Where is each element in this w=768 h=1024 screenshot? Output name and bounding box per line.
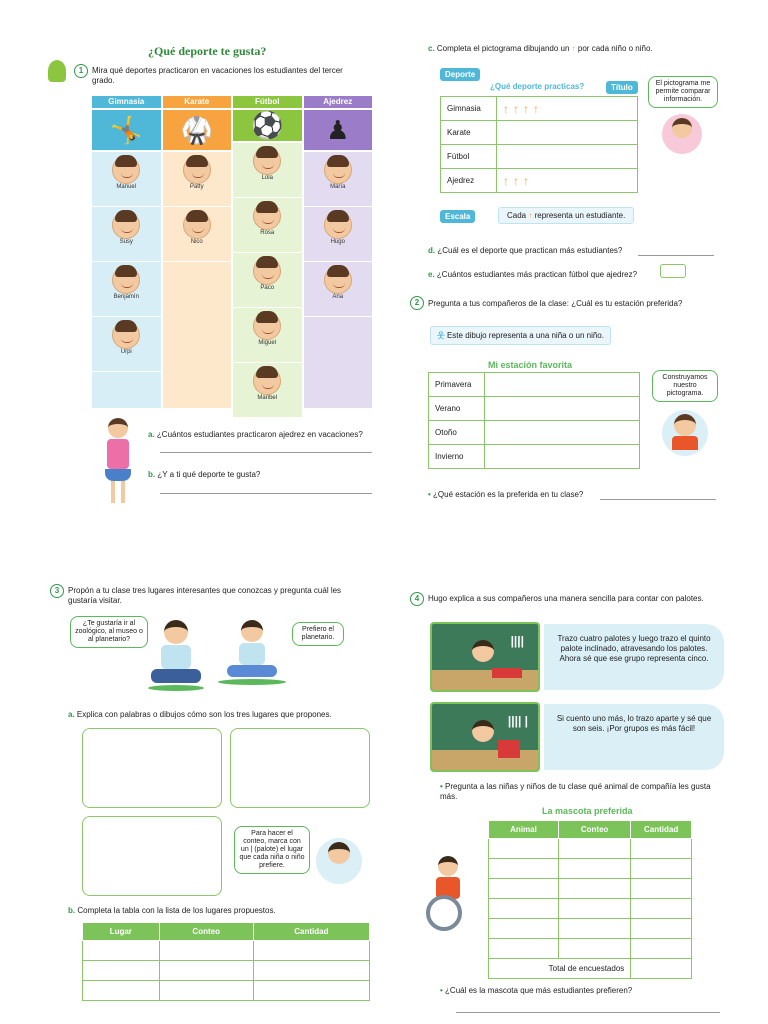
drawing-box-2[interactable] [230,728,370,808]
question-a: a. Explica con palabras o dibujos cómo son los tres lugares que propones. [68,710,332,719]
total-row [489,959,692,979]
student-name: Susy [119,239,133,245]
student-avatar [324,266,352,294]
sport-header: Fútbol [233,96,302,108]
table-cell[interactable] [559,859,631,879]
speech-bubble-tip: Para hacer el conteo, marca con un | (palote) el lugar que cada niña o niño prefiere. [234,826,310,874]
question-b: b. Completa la tabla con la lista de los lugares propuestos. [68,906,276,915]
sport-header: Gimnasia [92,96,161,108]
table-row [489,899,692,919]
student-cell [233,257,302,308]
answer-line-d[interactable] [638,255,714,256]
season-label: Primavera [429,373,485,397]
table-cell[interactable] [489,839,559,859]
sport-header: Karate [163,96,232,108]
page-pictogram [400,38,730,508]
table-cell[interactable] [631,939,692,959]
student-name: Miguel [258,340,277,346]
arrow-icon: ↑ [513,101,519,116]
student-cell [92,156,161,207]
sport-column [233,96,302,408]
question-4: Hugo explica a sus compañeros una manera sencilla para contar con palotes. [428,594,704,603]
question-number: 3 [50,584,64,598]
student-avatar [253,147,281,175]
table-row [489,919,692,939]
student-name: Maribel [257,395,278,401]
table-row [489,859,692,879]
table-header-row [489,821,692,839]
table-cell[interactable] [631,839,692,859]
student-icon [48,60,66,82]
tag-titulo: Título [606,81,638,94]
table-cell[interactable] [631,919,692,939]
arrow-icon: ↑ [523,101,529,116]
season-cell[interactable] [485,421,640,445]
student-avatar [324,156,352,184]
hugo-text-1: Trazo cuatro palotes y luego trazo el quinto palote inclinado, atravesando los palotes. Ahora sé que ese grupo representa cinco. [544,624,724,690]
student-name: Patty [189,184,204,190]
student-cell [304,211,373,262]
table-cell[interactable] [83,941,160,961]
sports-table [92,96,372,408]
pictogram-row [441,145,638,169]
student-avatar [253,257,281,285]
student-avatar [253,202,281,230]
table-row [489,939,692,959]
answer-box-e[interactable] [660,264,686,278]
season-cell[interactable] [485,445,640,469]
drawing-box-3[interactable] [82,816,222,896]
table-cell[interactable] [489,859,559,879]
question-3: Propón a tu clase tres lugares interesantes que conozcas y pregunta cuál les gustaría visitar. [68,586,342,605]
table-header: Cantidad [253,923,369,941]
student-cell [233,202,302,253]
table-cell[interactable] [253,961,369,981]
page-sports [40,38,380,508]
table-cell[interactable] [559,939,631,959]
student-cell [92,321,161,372]
escala-box: Cada ↑ representa un estudiante. [498,207,634,224]
girl-illustration [662,114,702,154]
table-cell[interactable] [559,919,631,939]
student-avatar [253,367,281,395]
drawing-box-1[interactable] [82,728,222,808]
table-cell[interactable] [253,941,369,961]
sport-kids-area [233,143,302,418]
table-cell[interactable] [83,961,160,981]
answer-line-last[interactable] [456,1012,720,1013]
question-a: a. ¿Cuántos estudiantes practicaron ajedrez en vacaciones? [148,430,363,439]
speech-bubble-boy: ¿Te gustaría ir al zoológico, al museo o al planetario? [70,616,148,648]
sport-column [304,96,373,408]
student-name: Manuel [116,184,137,190]
table-cell[interactable] [83,981,160,1001]
question-c: c. Completa el pictograma dibujando un ↑ por cada niño o niño. [428,44,653,53]
season-cell[interactable] [485,373,640,397]
pictogram-cell[interactable] [497,169,638,193]
arrow-icon: ↑ [513,173,519,188]
table-cell[interactable] [559,899,631,919]
question-number: 1 [74,64,88,78]
wheelchair-boy-illustration [420,856,476,936]
boy-illustration [148,620,204,696]
station-title: Mi estación favorita [488,360,573,370]
question-e: e. ¿Cuántos estudiantes más practican fútbol que ajedrez? [428,270,638,279]
pictogram-cell[interactable] [497,121,638,145]
table-row [83,941,370,961]
sport-icon: 🥋 [163,110,232,150]
question-last: • ¿Cuál es la mascota que más estudiantes prefieren? [440,986,633,995]
student-name: Hugo [330,239,345,245]
tag-escala: Escala [440,210,475,223]
page-places [40,576,380,1024]
table-cell[interactable] [159,981,253,1001]
table-cell[interactable] [159,941,253,961]
answer-line-a[interactable] [160,452,372,453]
student-name: María [330,184,346,190]
table-cell[interactable] [489,879,559,899]
sport-icon: ⚽ [233,110,302,141]
girl-illustration [316,838,362,884]
total-label: Total de encuestados [489,959,631,979]
student-name: Benjamín [113,294,139,300]
table-cell[interactable] [253,981,369,1001]
student-name: Rosa [260,230,275,236]
season-label: Otoño [429,421,485,445]
student-name: Ana [332,294,344,300]
answer-line-last[interactable] [600,499,716,500]
question-2: Pregunta a tus compañeros de la clase: ¿Cuál es tu estación preferida? [428,299,683,308]
sport-column [163,96,232,408]
arrow-icon: ↑ [503,101,509,116]
pictogram-row [441,121,638,145]
sport-header: Ajedrez [304,96,373,108]
table-cell[interactable] [489,919,559,939]
student-name: Urpi [120,349,132,355]
pictogram-table [440,96,638,193]
arrow-icon: ↑ [523,173,529,188]
pet-table [488,820,692,979]
student-cell [233,147,302,198]
page-title: ¿Qué deporte te gusta? [148,44,267,58]
arrow-icon: ↑ [533,101,539,116]
question-b: b. ¿Y a ti qué deporte te gusta? [148,470,261,479]
answer-line-b[interactable] [160,493,372,494]
table-cell[interactable] [559,879,631,899]
student-avatar [112,211,140,239]
table-header: Lugar [83,923,160,941]
question-last: • ¿Qué estación es la preferida en tu clase? [428,490,584,499]
pictogram-row [441,97,638,121]
child-icon: 웃 [437,331,445,340]
picto-title: ¿Qué deporte practicas? [490,82,585,91]
student-name: Lola [261,175,273,181]
season-table [428,372,640,469]
speech-bubble: El pictograma me permite comparar información. [648,76,718,108]
student-avatar [183,211,211,239]
sport-icon: ♟ [304,110,373,150]
arrow-icon: ↑ [528,211,533,220]
hugo-scene-1 [430,622,540,692]
table-header: Animal [489,821,559,839]
sport-kids-area [92,152,161,408]
question-number: 2 [410,296,424,310]
student-name: Paco [260,285,275,291]
season-row [429,445,640,469]
sport-label: Karate [441,121,497,145]
sport-kids-area [304,152,373,408]
girl-illustration [100,418,136,508]
total-cell[interactable] [631,959,692,979]
table-cell[interactable] [489,899,559,919]
table-cell[interactable] [631,899,692,919]
table-cell[interactable] [159,961,253,981]
student-avatar [112,266,140,294]
season-cell[interactable] [485,397,640,421]
student-avatar [112,321,140,349]
tally-marks: |||| | [507,714,528,728]
arrow-icon: ↑ [571,44,576,53]
sport-kids-area [163,152,232,408]
tally-marks: |||| [510,634,524,648]
sport-icon: 🤸 [92,110,161,150]
sport-column [92,96,161,408]
student-avatar [253,312,281,340]
table-row [83,981,370,1001]
season-row [429,421,640,445]
question-pet: • Pregunta a las niñas y niños de tu clase qué animal de compañía les gusta más. [440,782,711,801]
season-label: Verano [429,397,485,421]
table-header-row [83,923,370,941]
sport-label: Ajedrez [441,169,497,193]
season-row [429,373,640,397]
boy-illustration [662,410,708,456]
student-avatar [183,156,211,184]
tag-deporte: Deporte [440,68,480,81]
season-label: Invierno [429,445,485,469]
student-avatar [324,211,352,239]
student-cell [163,211,232,262]
student-cell [233,312,302,363]
sport-label: Gimnasia [441,97,497,121]
table-header: Cantidad [631,821,692,839]
question-number: 4 [410,592,424,606]
pictogram-cell[interactable] [497,97,638,121]
table-row [489,879,692,899]
table-row [83,961,370,981]
table-cell[interactable] [631,879,692,899]
student-cell [304,266,373,317]
arrow-icon: ↑ [503,173,509,188]
table-cell[interactable] [489,939,559,959]
student-cell [233,367,302,418]
table-cell[interactable] [559,839,631,859]
table-cell[interactable] [631,859,692,879]
speech-bubble: Construyamos nuestro pictograma. [652,370,718,402]
question-d: d. ¿Cuál es el deporte que practican más estudiantes? [428,246,623,255]
table-header: Conteo [159,923,253,941]
speech-bubble-girl: Prefiero el planetario. [292,622,344,646]
student-cell [304,156,373,207]
season-row [429,397,640,421]
table-row [489,839,692,859]
page-tally [400,576,730,1024]
table-header: Conteo [559,821,631,839]
student-cell [163,156,232,207]
pet-title: La mascota preferida [542,806,633,816]
places-table [82,922,370,1001]
student-cell [92,266,161,317]
student-avatar [112,156,140,184]
sport-label: Fútbol [441,145,497,169]
girl-illustration [218,620,286,696]
hugo-scene-2 [430,702,540,772]
pictogram-row [441,169,638,193]
pictogram-cell[interactable] [497,145,638,169]
student-name: Nico [190,239,203,245]
student-cell [92,211,161,262]
legend-box: 웃 Este dibujo representa a una niña o un niño. [430,326,611,345]
question-text: Mira qué deportes practicaron en vacaciones los estudiantes del tercer grado. [92,66,343,85]
hugo-text-2: Si cuento uno más, lo trazo aparte y sé que son seis. ¡Por grupos es más fácil! [544,704,724,770]
